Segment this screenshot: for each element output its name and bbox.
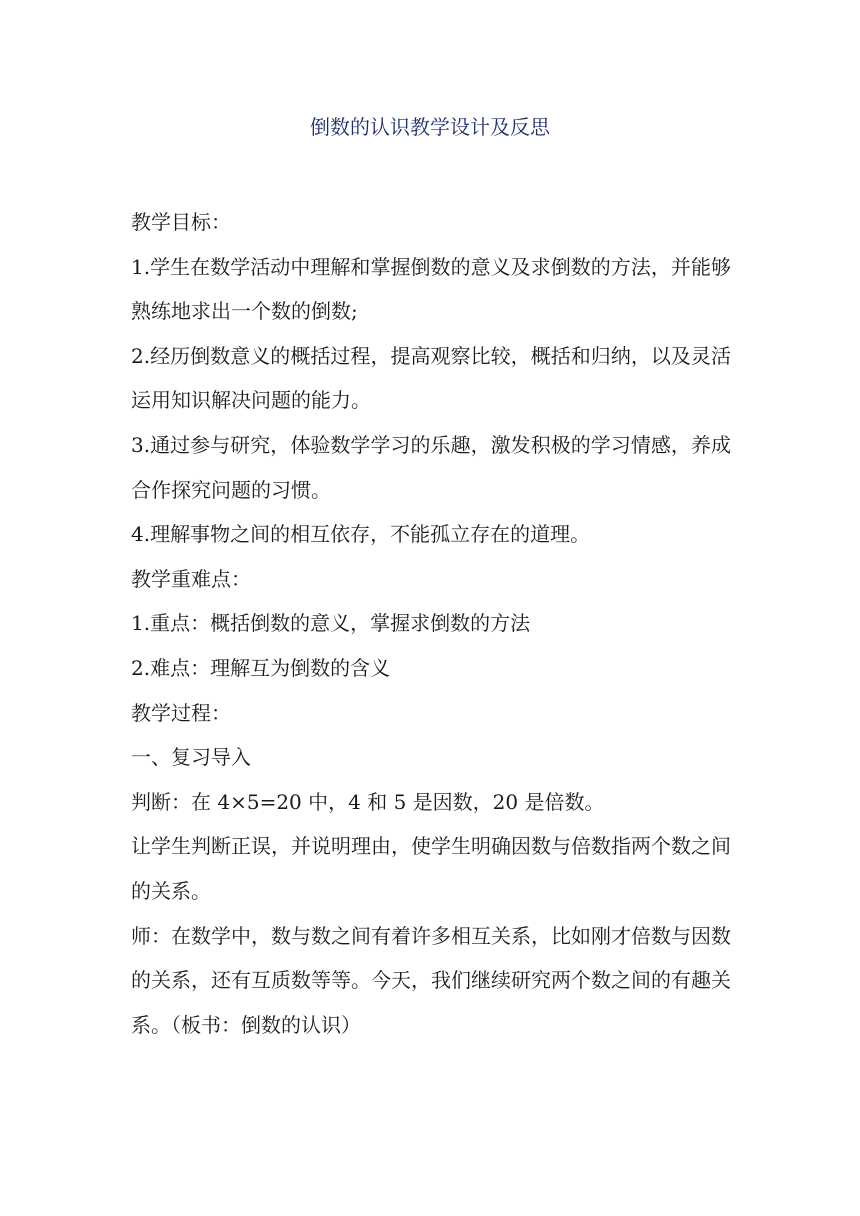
document-body xyxy=(131,200,731,1047)
key-point-2: 2.难点：理解互为倒数的含义 xyxy=(131,655,391,680)
objective-3: 3.通过参与研究，体验数学学习的乐趣，激发积极的学习情感，养成合作探究问题的习惯。 xyxy=(131,432,731,502)
heading-process: 教学过程： xyxy=(131,700,231,725)
paragraph-teacher: 师：在数学中，数与数之间有着许多相互关系，比如刚才倍数与因数的关系，还有互质数等等。今天，我们继续研究两个数之间的有趣关系。（板书：倒数的认识） xyxy=(131,923,731,1037)
heading-key-points: 教学重难点： xyxy=(131,566,251,591)
document-title: 倒数的认识教学设计及反思 xyxy=(310,115,550,139)
paragraph-explain: 让学生判断正误，并说明理由，使学生明确因数与倍数指两个数之间的关系。 xyxy=(131,834,731,903)
objective-2: 2.经历倒数意义的概括过程，提高观察比较，概括和归纳，以及灵活运用知识解决问题的能力。 xyxy=(131,343,731,413)
heading-objectives: 教学目标： xyxy=(131,210,231,234)
paragraph-judge: 判断：在 4×5=20 中，4 和 5 是因数，20 是倍数。 xyxy=(131,789,605,814)
objective-1: 1.学生在数学活动中理解和掌握倒数的意义及求倒数的方法，并能够熟练地求出一个数的倒数; xyxy=(131,254,731,324)
key-point-1: 1.重点：概括倒数的意义，掌握求倒数的方法 xyxy=(131,611,531,636)
objective-4: 4.理解事物之间的相互依存，不能孤立存在的道理。 xyxy=(131,522,591,547)
section-review: 一、复习导入 xyxy=(131,745,251,770)
